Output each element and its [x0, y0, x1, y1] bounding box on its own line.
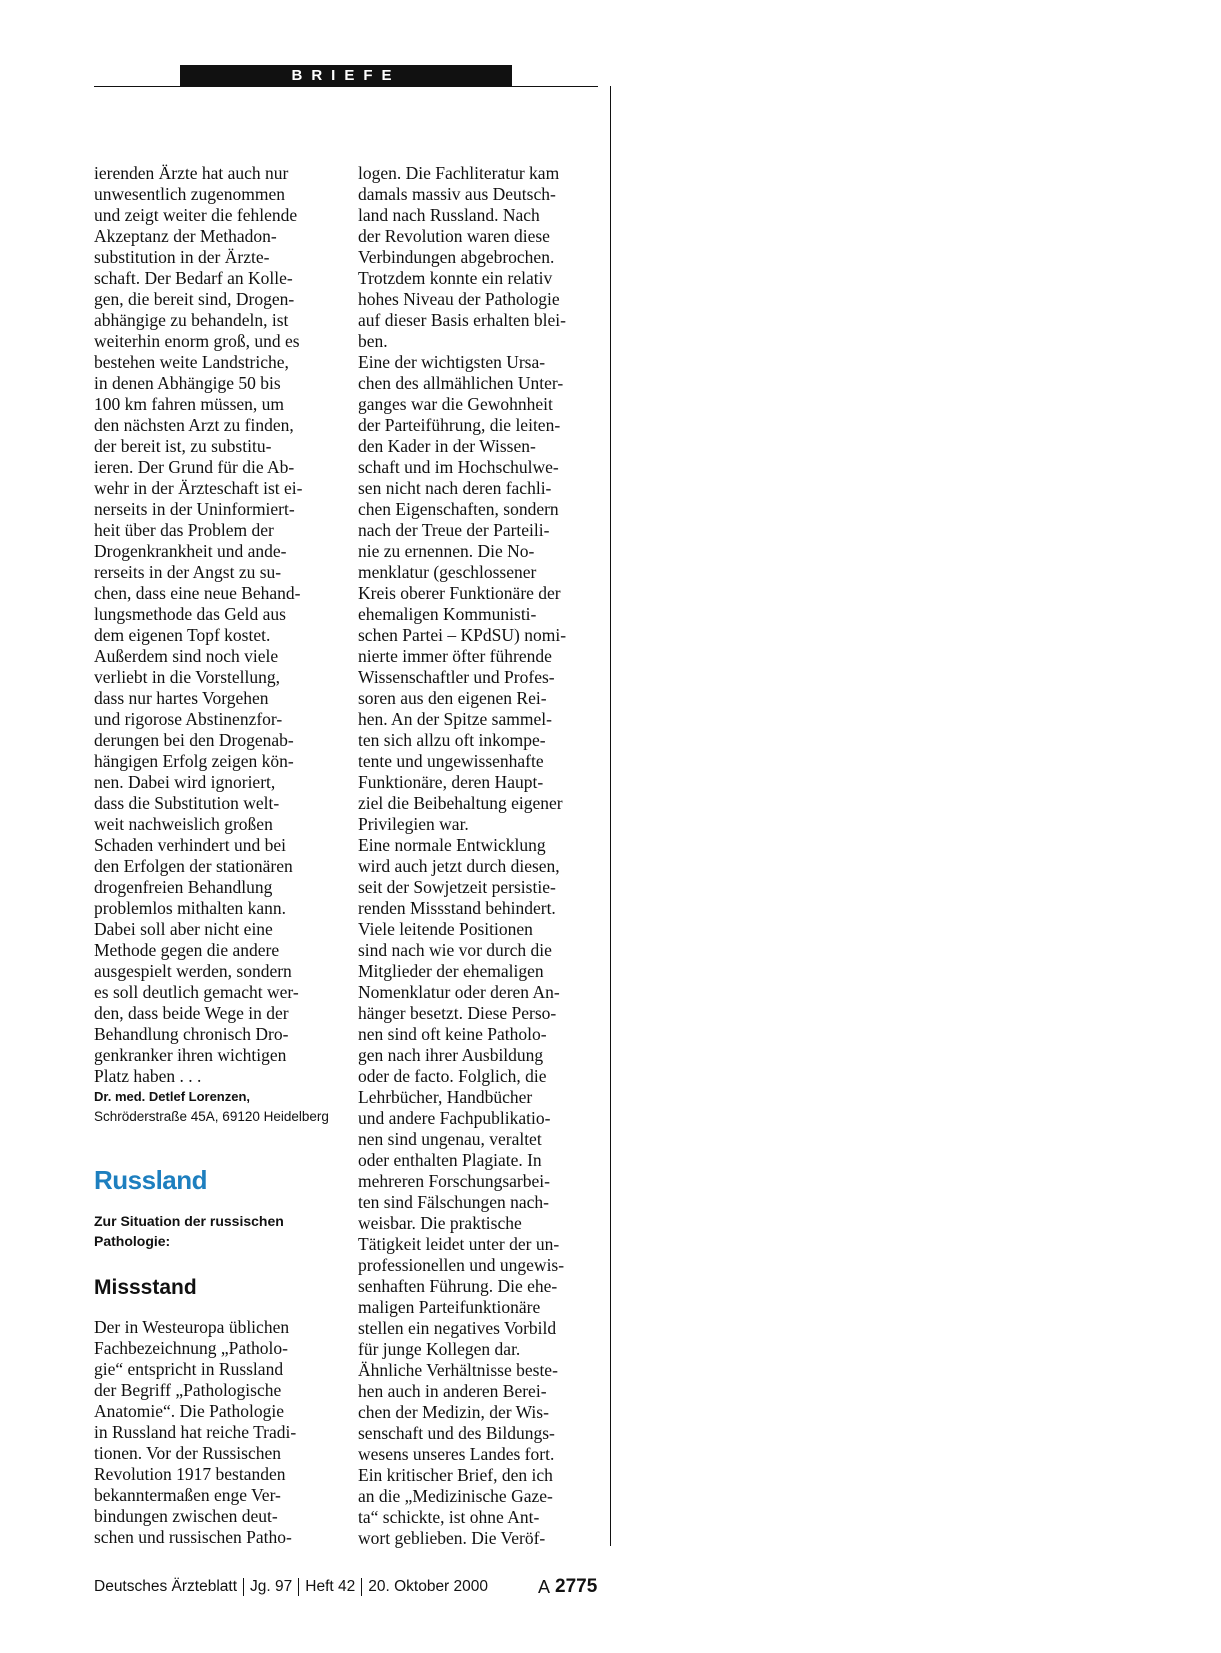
- text-line: logen. Die Fachliteratur kam: [358, 163, 560, 183]
- journal-issue: Heft 42: [305, 1578, 356, 1595]
- footer-divider: [243, 1578, 244, 1596]
- text-line: hänger besetzt. Diese Perso-: [358, 1003, 557, 1023]
- text-line: mehreren Forschungsarbei-: [358, 1171, 550, 1191]
- text-line: drogenfreien Behandlung: [94, 877, 273, 897]
- text-line: Verbindungen abgebrochen.: [358, 247, 555, 267]
- text-line: chen des allmählichen Unter-: [358, 373, 564, 393]
- text-line: Dabei soll aber nicht eine: [94, 919, 273, 939]
- text-line: bestehen weite Landstriche,: [94, 352, 289, 372]
- text-line: Funktionäre, deren Haupt-: [358, 772, 544, 792]
- text-line: an die „Medizinische Gaze-: [358, 1486, 553, 1506]
- signature-address: Schröderstraße 45A, 69120 Heidelberg: [94, 1109, 329, 1124]
- text-line: in Russland hat reiche Tradi-: [94, 1422, 297, 1442]
- journal-volume: Jg. 97: [250, 1578, 293, 1595]
- subhead-line: Pathologie:: [94, 1233, 171, 1249]
- text-line: sen nicht nach deren fachli-: [358, 478, 552, 498]
- letter-subhead: [94, 1211, 284, 1251]
- text-line: Schaden verhindert und bei: [94, 835, 286, 855]
- text-line: in denen Abhängige 50 bis: [94, 373, 281, 393]
- journal-name: Deutsches Ärzteblatt: [94, 1578, 238, 1595]
- text-line: nie zu ernennen. Die No-: [358, 541, 535, 561]
- text-line: tente und ungewissenhafte: [358, 751, 544, 771]
- subhead-line: Zur Situation der russischen: [94, 1213, 284, 1229]
- text-line: nen sind ungenau, veraltet: [358, 1129, 542, 1149]
- header-rule: [94, 86, 598, 87]
- text-line: Methode gegen die andere: [94, 940, 280, 960]
- russland-text: [94, 1317, 296, 1548]
- text-line: nen. Dabei wird ignoriert,: [94, 772, 276, 792]
- text-line: Außerdem sind noch viele: [94, 646, 279, 666]
- text-line: gen nach ihrer Ausbildung: [358, 1045, 544, 1065]
- text-line: senschaft und des Bildungs-: [358, 1423, 555, 1443]
- text-line: 100 km fahren müssen, um: [94, 394, 285, 414]
- text-line: Anatomie“. Die Pathologie: [94, 1401, 285, 1421]
- text-line: weisbar. Die praktische: [358, 1213, 522, 1233]
- text-line: damals massiv aus Deutsch-: [358, 184, 556, 204]
- text-line: ganges war die Gewohnheit: [358, 394, 553, 414]
- text-line: soren aus den eigenen Rei-: [358, 688, 547, 708]
- text-line: abhängige zu behandeln, ist: [94, 310, 289, 330]
- text-line: und zeigt weiter die fehlende: [94, 205, 298, 225]
- text-line: menklatur (geschlossener: [358, 562, 537, 582]
- text-line: derungen bei den Drogenab-: [94, 730, 294, 750]
- text-line: hängigen Erfolg zeigen kön-: [94, 751, 294, 771]
- text-line: wesens unseres Landes fort.: [358, 1444, 555, 1464]
- text-line: ta“ schickte, ist ohne Ant-: [358, 1507, 540, 1527]
- text-line: senhaften Führung. Die ehe-: [358, 1276, 558, 1296]
- column-rule: [610, 86, 611, 1546]
- text-line: Kreis oberer Funktionäre der: [358, 583, 561, 603]
- text-line: dem eigenen Topf kostet.: [94, 625, 271, 645]
- text-line: oder enthalten Plagiate. In: [358, 1150, 542, 1170]
- text-line: ieren. Der Grund für die Ab-: [94, 457, 295, 477]
- text-line: land nach Russland. Nach: [358, 205, 540, 225]
- text-line: gen, die bereit sind, Drogen-: [94, 289, 295, 309]
- text-line: weit nachweislich großen: [94, 814, 273, 834]
- text-line: ten sind Fälschungen nach-: [358, 1192, 549, 1212]
- left-column: [94, 163, 334, 1127]
- text-line: wird auch jetzt durch diesen,: [358, 856, 560, 876]
- text-line: unwesentlich zugenommen: [94, 184, 285, 204]
- text-line: Ähnliche Verhältnisse beste-: [358, 1360, 558, 1380]
- text-line: für junge Kollegen dar.: [358, 1339, 521, 1359]
- text-line: auf dieser Basis erhalten blei-: [358, 310, 566, 330]
- text-line: rerseits in der Angst zu su-: [94, 562, 282, 582]
- letter-headline: Missstand: [94, 1276, 197, 1299]
- text-line: Wissenschaftler und Profes-: [358, 667, 555, 687]
- text-line: Ein kritischer Brief, den ich: [358, 1465, 553, 1485]
- text-line: der Parteiführung, die leiten-: [358, 415, 561, 435]
- text-line: Drogenkrankheit und ande-: [94, 541, 287, 561]
- text-line: Eine der wichtigsten Ursa-: [358, 352, 546, 372]
- text-line: maligen Parteifunktionäre: [358, 1297, 541, 1317]
- text-line: den Kader in der Wissen-: [358, 436, 536, 456]
- text-line: der Revolution waren diese: [358, 226, 550, 246]
- text-line: wehr in der Ärzteschaft ist ei-: [94, 478, 303, 498]
- signature-name: Dr. med. Detlef Lorenzen,: [94, 1089, 251, 1104]
- text-line: wort geblieben. Die Veröf-: [358, 1528, 546, 1548]
- page-number: 2775: [555, 1576, 598, 1597]
- text-line: Platz haben . . .: [94, 1066, 202, 1086]
- text-line: stellen ein negatives Vorbild: [358, 1318, 557, 1338]
- text-line: nierte immer öfter führende: [358, 646, 552, 666]
- text-line: ben.: [358, 331, 388, 351]
- text-line: weiterhin enorm groß, und es: [94, 331, 300, 351]
- text-line: chen Eigenschaften, sondern: [358, 499, 559, 519]
- text-line: Der in Westeuropa üblichen: [94, 1317, 290, 1337]
- text-line: chen, dass eine neue Behand-: [94, 583, 301, 603]
- text-line: Behandlung chronisch Dro-: [94, 1024, 289, 1044]
- footer-divider: [298, 1578, 299, 1596]
- text-line: ierenden Ärzte hat auch nur: [94, 163, 289, 183]
- text-line: und andere Fachpublikatio-: [358, 1108, 551, 1128]
- text-line: hen. An der Spitze sammel-: [358, 709, 552, 729]
- text-line: den nächsten Arzt zu finden,: [94, 415, 294, 435]
- text-line: Tätigkeit leidet unter der un-: [358, 1234, 560, 1254]
- page-prefix: A: [538, 1576, 551, 1597]
- section-header: BRIEFE: [180, 65, 512, 86]
- text-line: der Begriff „Pathologische: [94, 1380, 282, 1400]
- text-line: bindungen zwischen deut-: [94, 1506, 278, 1526]
- text-line: Trotzdem konnte ein relativ: [358, 268, 553, 288]
- text-line: lungsmethode das Geld aus: [94, 604, 286, 624]
- text-line: ten sich allzu oft inkompe-: [358, 730, 546, 750]
- text-line: nerseits in der Uninformiert-: [94, 499, 295, 519]
- text-line: ziel die Beibehaltung eigener: [358, 793, 563, 813]
- text-line: bekanntermaßen enge Ver-: [94, 1485, 281, 1505]
- text-line: den Erfolgen der stationären: [94, 856, 293, 876]
- text-line: schaft und im Hochschulwe-: [358, 457, 559, 477]
- text-line: schen und russischen Patho-: [94, 1527, 292, 1547]
- left-column-text: [94, 163, 334, 1087]
- right-column-text: [358, 163, 598, 1549]
- text-line: dass die Substitution welt-: [94, 793, 280, 813]
- text-line: ehemaligen Kommunisti-: [358, 604, 537, 624]
- page-footer: [94, 1576, 597, 1598]
- text-line: Mitglieder der ehemaligen: [358, 961, 544, 981]
- text-line: nen sind oft keine Patholo-: [358, 1024, 547, 1044]
- text-line: Akzeptanz der Methadon-: [94, 226, 277, 246]
- text-line: problemlos mithalten kann.: [94, 898, 286, 918]
- text-line: ausgespielt werden, sondern: [94, 961, 292, 981]
- text-line: genkranker ihren wichtigen: [94, 1045, 287, 1065]
- text-line: heit über das Problem der: [94, 520, 274, 540]
- text-line: sind nach wie vor durch die: [358, 940, 552, 960]
- text-line: substitution in der Ärzte-: [94, 247, 270, 267]
- text-line: gie“ entspricht in Russland: [94, 1359, 284, 1379]
- right-column: [358, 163, 598, 1549]
- section-title: Russland: [94, 1165, 208, 1195]
- text-line: nach der Treue der Parteili-: [358, 520, 550, 540]
- text-line: den, dass beide Wege in der: [94, 1003, 289, 1023]
- text-line: verliebt in die Vorstellung,: [94, 667, 280, 687]
- text-line: seit der Sowjetzeit persistie-: [358, 877, 556, 897]
- text-line: Lehrbücher, Handbücher: [358, 1087, 533, 1107]
- text-line: Revolution 1917 bestanden: [94, 1464, 286, 1484]
- text-line: es soll deutlich gemacht wer-: [94, 982, 299, 1002]
- text-line: der bereit ist, zu substitu-: [94, 436, 272, 456]
- text-line: Eine normale Entwicklung: [358, 835, 546, 855]
- text-line: schaft. Der Bedarf an Kolle-: [94, 268, 293, 288]
- text-line: professionellen und ungewis-: [358, 1255, 565, 1275]
- text-line: hohes Niveau der Pathologie: [358, 289, 560, 309]
- text-line: hen auch in anderen Berei-: [358, 1381, 547, 1401]
- text-line: dass nur hartes Vorgehen: [94, 688, 269, 708]
- journal-date: 20. Oktober 2000: [368, 1578, 489, 1595]
- text-line: Nomenklatur oder deren An-: [358, 982, 560, 1002]
- text-line: oder de facto. Folglich, die: [358, 1066, 547, 1086]
- footer-divider: [361, 1578, 362, 1596]
- text-line: schen Partei – KPdSU) nomi-: [358, 625, 567, 645]
- text-line: Fachbezeichnung „Patholo-: [94, 1338, 288, 1358]
- text-line: Viele leitende Positionen: [358, 919, 533, 939]
- text-line: tionen. Vor der Russischen: [94, 1443, 281, 1463]
- text-line: Privilegien war.: [358, 814, 469, 834]
- text-line: chen der Medizin, der Wis-: [358, 1402, 549, 1422]
- text-line: renden Missstand behindert.: [358, 898, 556, 918]
- text-line: und rigorose Abstinenzfor-: [94, 709, 283, 729]
